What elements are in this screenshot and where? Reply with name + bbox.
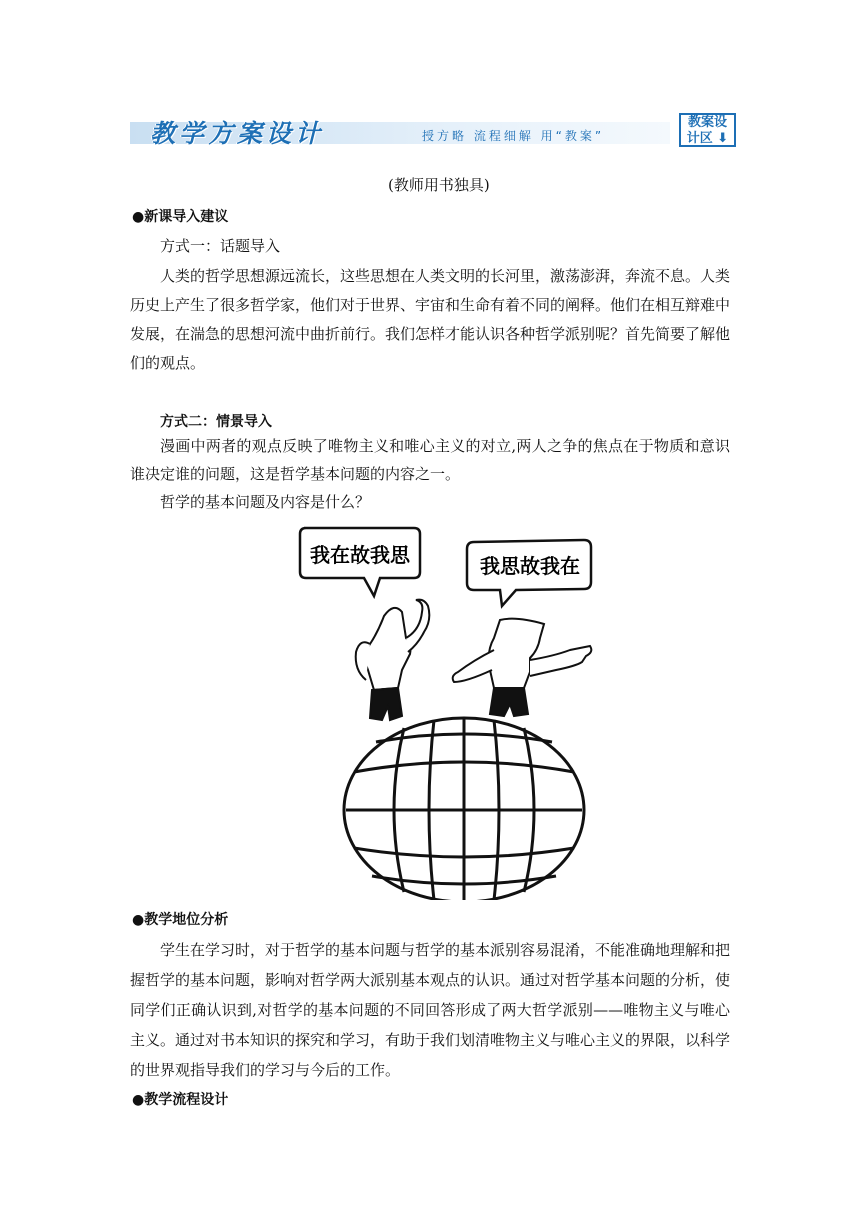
philosophy-cartoon [294, 520, 624, 900]
method2-line-2: 谁决定谁的问题，这是哲学基本问题的内容之一。 [130, 465, 461, 483]
position-line-1: 学生在学习时，对于哲学的基本问题与哲学的基本派别容易混淆，不能准确地理解和把 [160, 941, 731, 959]
banner-title: 教学方案设计 [150, 119, 325, 148]
method1-line-4: 们的观点。 [130, 354, 206, 372]
intro-heading: ●新课导入建议 [132, 209, 229, 225]
method1-line-2: 历史上产生了很多哲学家，他们对于世界、宇宙和生命有着不同的阐释。他们在相互辩难中 [130, 296, 731, 314]
globe [344, 718, 584, 900]
flow-heading: ●教学流程设计 [132, 1092, 229, 1108]
method1-title: 方式一：话题导入 [160, 237, 281, 255]
position-line-3: 同学们正确认识到,对哲学的基本问题的不同回答形成了两大哲学派别——唯物主义与唯心 [130, 1001, 730, 1019]
position-heading: ●教学地位分析 [132, 912, 229, 928]
method2-title: 方式二：情景导入 [160, 414, 272, 430]
teacher-note: (教师用书独具) [388, 176, 490, 194]
lesson-plan-box-line-2: 计区 ⬇ [686, 131, 729, 146]
banner-slogan: 授方略 流程细解 用“教案” [422, 129, 605, 143]
position-line-4: 主义。通过对书本知识的探究和学习，有助于我们划清唯物主义与唯心主义的界限，以科学 [130, 1031, 731, 1049]
right-figure [453, 619, 592, 716]
lesson-plan-box [679, 113, 736, 147]
right-bubble-text: 我思故我在 [480, 554, 580, 578]
method1-line-1: 人类的哲学思想源远流长，这些思想在人类文明的长河里，激荡澎湃，奔流不息。人类 [160, 267, 731, 285]
method1-line-3: 发展，在湍急的思想河流中曲折前行。我们怎样才能认识各种哲学派别呢？首先简要了解他 [130, 325, 731, 343]
header-banner [130, 112, 738, 152]
question-line: 哲学的基本问题及内容是什么？ [160, 493, 371, 511]
position-line-5: 的世界观指导我们的学习与今后的工作。 [130, 1061, 401, 1079]
left-figure [356, 600, 430, 720]
left-bubble-text: 我在故我思 [310, 543, 410, 567]
method2-line-1: 漫画中两者的观点反映了唯物主义和唯心主义的对立,两人之争的焦点在于物质和意识 [160, 437, 730, 455]
position-line-2: 握哲学的基本问题，影响对哲学两大派别基本观点的认识。通过对哲学基本问题的分析，使 [130, 971, 731, 989]
lesson-plan-box-line-1: 教案设 [687, 115, 727, 130]
